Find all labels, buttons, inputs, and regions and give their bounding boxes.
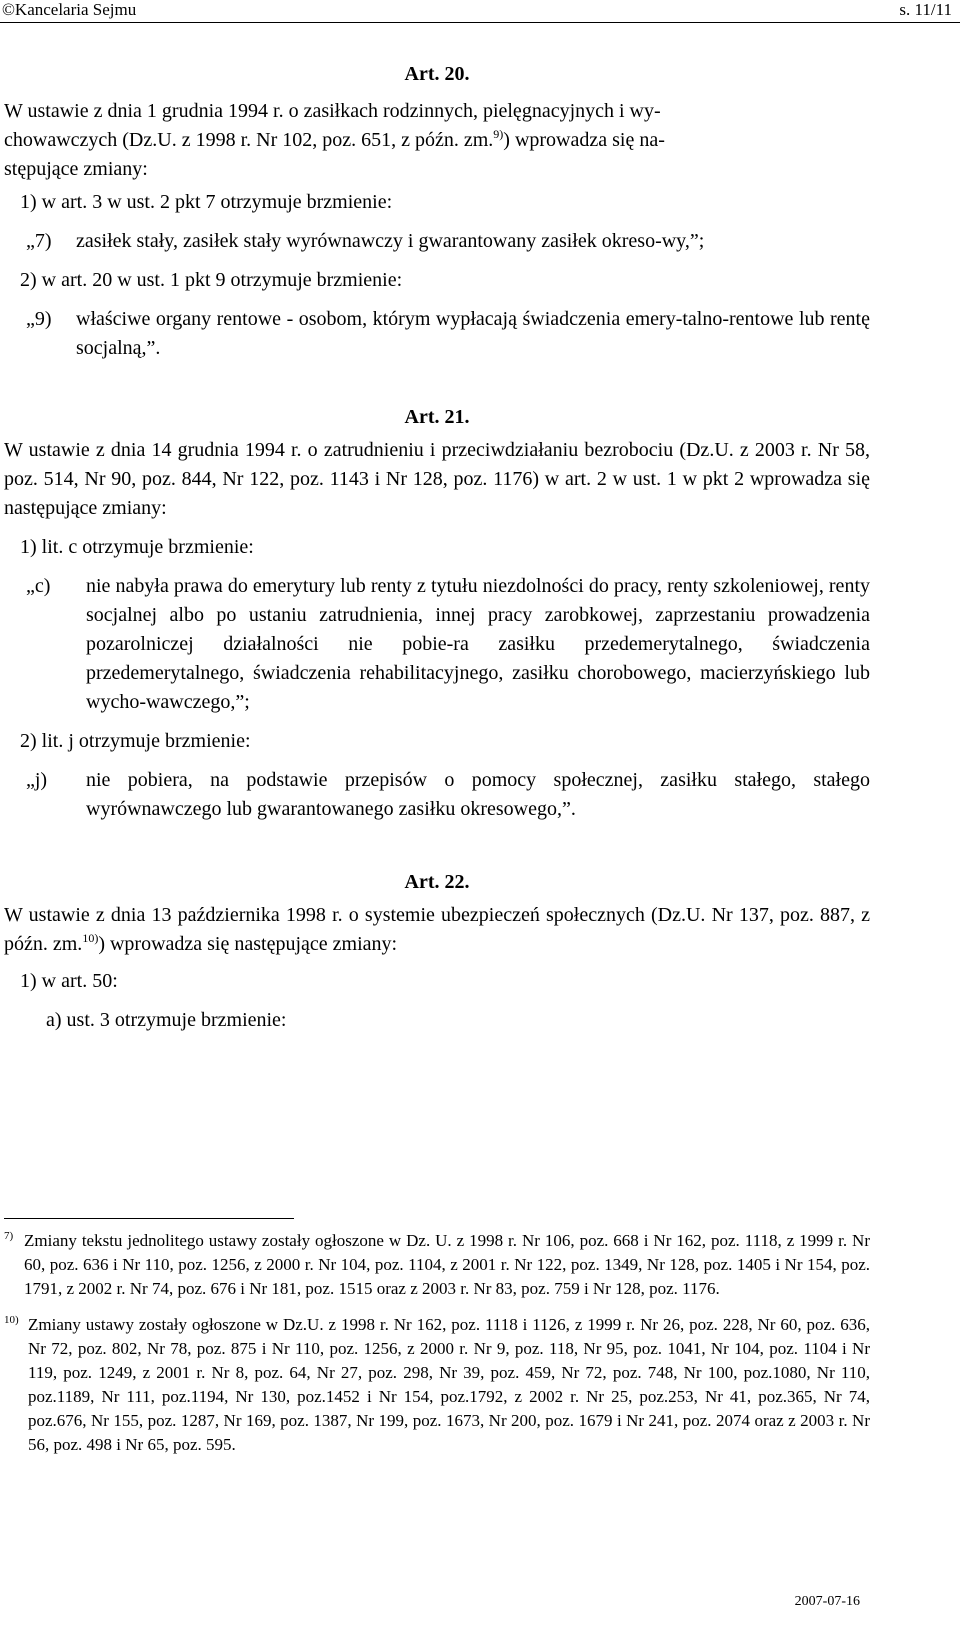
article-21-title: Art. 21. — [404, 406, 470, 428]
article-20-item-2: 2) w art. 20 w ust. 1 pkt 9 otrzymuje brzmienie: — [20, 269, 403, 291]
article-20-item-1: 1) w art. 3 w ust. 2 pkt 7 otrzymuje brzmienie: — [20, 191, 393, 213]
article-21-quote-1: „c) nie nabyła prawa do emerytury lub renty z tytułu niezdolności do pracy, renty szkoleniowej, renty socjalnej albo po ustaniu zatrudnienia, innej pracy zarobkowej, zaprzestaniu prowadzenia pozarolniczej działalności nie pobie-ra zasiłku przedemerytalnego, świadczenia przedemerytalnego, świadczenia rehabilitacyjnego, zasiłku chorobowego, macierzyńskiego lub wycho-wawczego,”; — [26, 575, 870, 713]
footnote-separator — [4, 1218, 294, 1219]
footnote-ref-9: 9) — [493, 127, 504, 141]
footnote-7 — [4, 1229, 870, 1301]
footnote-text: Zmiany tekstu jednolitego ustawy zostały ogłoszone w Dz. U. z 1998 r. Nr 106, poz. 668 i Nr 162, poz. 1118, z 1999 r. Nr 60, poz. 636 i Nr 110, poz. 1256, z 2000 r. Nr 104, poz. 1104, z 2001 r. Nr 122, poz. 1349, Nr 128, poz. 1405 i Nr 154, poz. 1791, z 2002 r. Nr 74, poz. 676 i Nr 181, poz. 1515 oraz z 2003 r. Nr 83, poz. 759 i Nr 128, poz. 1176. — [24, 1231, 870, 1298]
document-body — [4, 60, 870, 1035]
article-20-quote-1: „7) zasiłek stały, zasiłek stały wyrównawczy i gwarantowany zasiłek okreso-wy,”; — [26, 230, 705, 252]
article-21-item-2: 2) lit. j otrzymuje brzmienie: — [20, 730, 251, 752]
footnote-10 — [4, 1313, 870, 1457]
footnotes — [4, 1218, 870, 1469]
article-22-subitem-a: a) ust. 3 otrzymuje brzmienie: — [46, 1009, 287, 1031]
article-20-intro: W ustawie z dnia 1 grudnia 1994 r. o zasiłkach rodzinnych, pielęgnacyjnych i wy- chowawczych (Dz.U. z 1998 r. Nr 102, poz. 651, z późn. zm.$^{9)}$) wprowadza się na- stępujące zmiany: — [4, 100, 665, 180]
article-20-title: Art. 20. — [404, 63, 470, 85]
publisher-label: ©Kancelaria Sejmu — [2, 0, 137, 19]
document-date: 2007-07-16 — [794, 1594, 860, 1609]
footnote-ref-10: 10) — [82, 931, 99, 945]
page-number: s. 11/11 — [899, 0, 952, 19]
article-22-intro: W ustawie z dnia 13 października 1998 r. o systemie ubezpieczeń społecznych (Dz.U. Nr 137, poz. 887, z późn. zm.$^{10)}$) wprowadza się następujące zmiany: — [4, 904, 870, 955]
footnote-text: Zmiany ustawy zostały ogłoszone w Dz.U. z 1998 r. Nr 162, poz. 1118 i 1126, z 1999 r. Nr 26, poz. 228, Nr 60, poz. 636, Nr 72, poz. 802, Nr 78, poz. 875 i Nr 110, poz. 1256, z 2000 r. Nr 9, poz. 118, Nr 95, poz. 1041, Nr 104, poz. 1104 i Nr 119, poz. 1249, z 2001 r. Nr 8, poz. 64, Nr 27, poz. 298, Nr 39, poz. 459, Nr 72, poz. 748, Nr 100, poz.1080, Nr 110, poz.1189, Nr 111, poz.1194, Nr 130, poz.1452 i Nr 154, poz.1792, z 2002 r. Nr 25, poz.253, Nr 41, poz.365, Nr 74, poz.676, Nr 155, poz. 1287, Nr 169, poz. 1387, Nr 199, poz. 1673, Nr 200, poz. 1679 i Nr 241, poz. 2074 oraz z 2003 r. Nr 56, poz. 498 i Nr 65, poz. 595. — [28, 1315, 870, 1454]
article-22-item-1: 1) w art. 50: — [20, 970, 118, 992]
article-21-quote-2: „j) nie pobiera, na podstawie przepisów o pomocy społecznej, zasiłku stałego, stałego wyrównawczego lub gwarantowanego zasiłku okresowego,”. — [26, 769, 870, 820]
page-header — [0, 0, 960, 23]
footnote-mark: 10) — [4, 1314, 19, 1326]
article-21-intro: W ustawie z dnia 14 grudnia 1994 r. o zatrudnieniu i przeciwdziałaniu bezrobociu (Dz.U. z 2003 r. Nr 58, poz. 514, Nr 90, poz. 844, Nr 122, poz. 1143 i Nr 128, poz. 1176) w art. 2 w ust. 1 w pkt 2 wprowadza się następujące zmiany: — [4, 439, 870, 519]
article-21-item-1: 1) lit. c otrzymuje brzmienie: — [20, 536, 254, 558]
article-20-quote-2: „9) właściwe organy rentowe - osobom, którym wypłacają świadczenia emery-talno-rentowe lub rentę socjalną,”. — [26, 308, 870, 359]
article-22-title: Art. 22. — [404, 871, 470, 893]
footnote-mark: 7) — [4, 1230, 14, 1242]
